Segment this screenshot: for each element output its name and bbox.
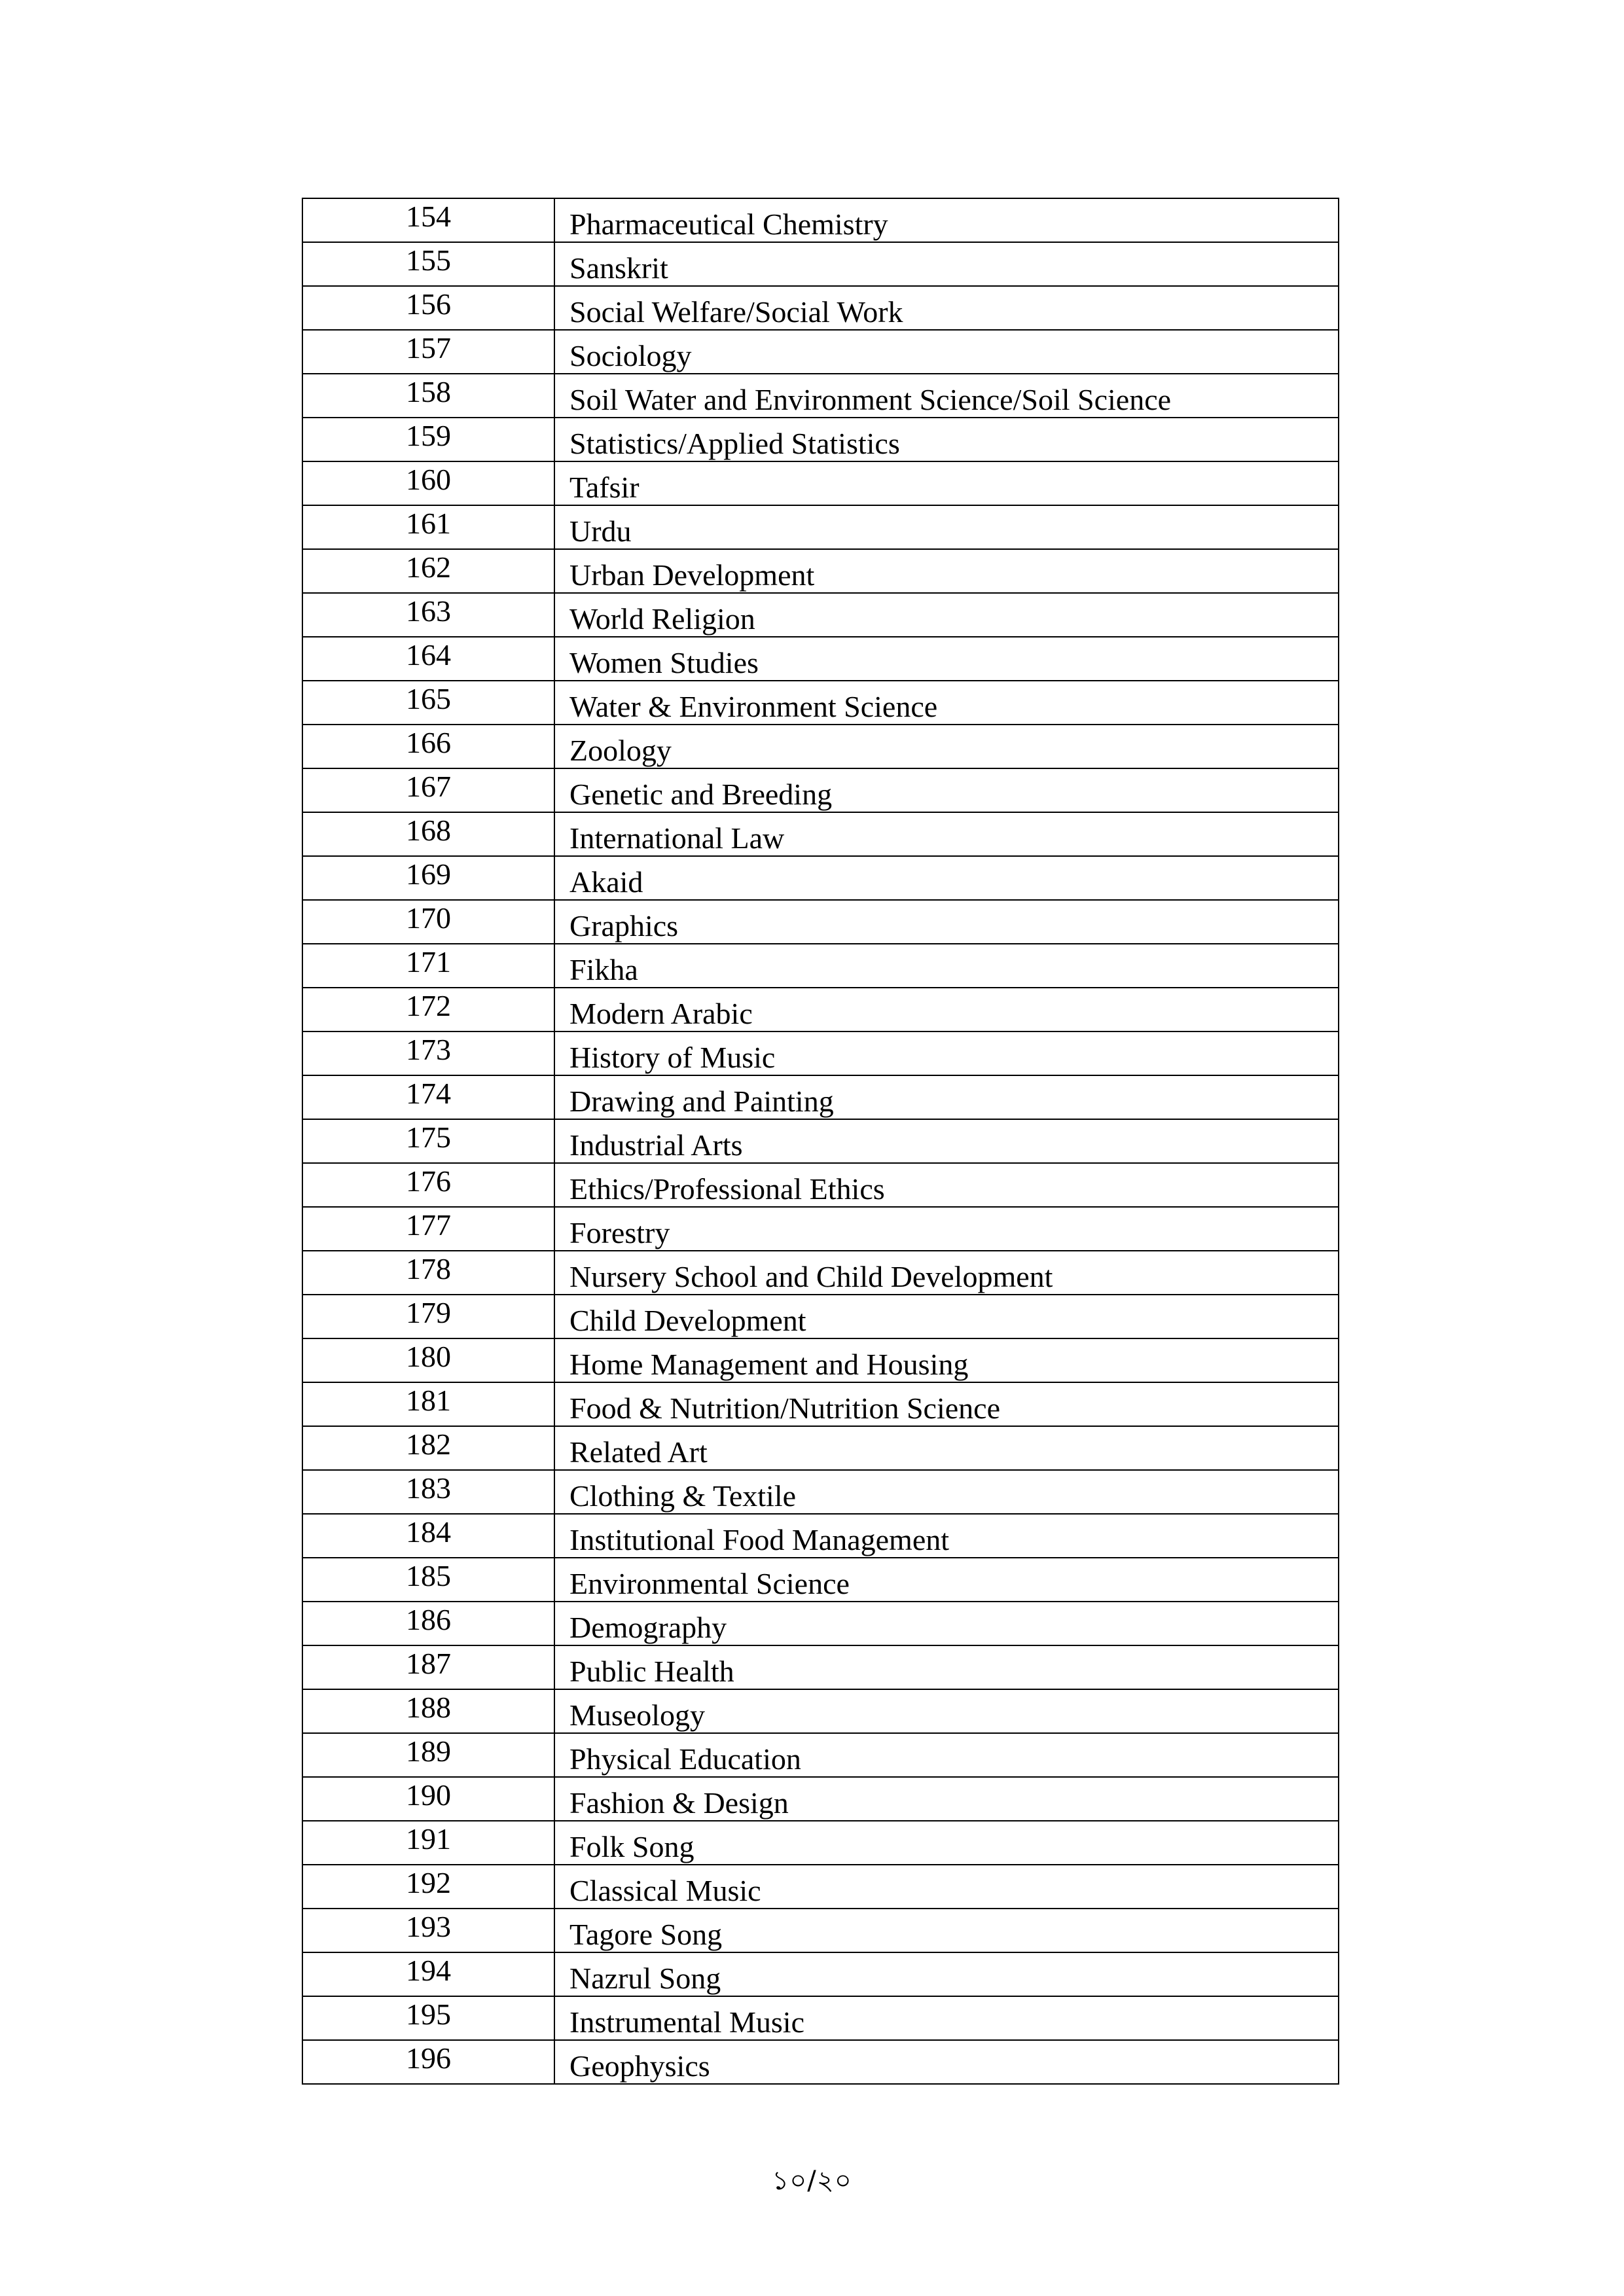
- subject-name-cell: Forestry: [554, 1207, 1339, 1251]
- subject-code-cell: 157: [302, 330, 554, 374]
- subject-name-cell: Folk Song: [554, 1821, 1339, 1865]
- table-row: [302, 1645, 1339, 1689]
- subject-code-cell: 171: [302, 944, 554, 988]
- subject-name-cell: Tafsir: [554, 461, 1339, 505]
- table-body: [302, 198, 1339, 2084]
- subject-code-cell: 192: [302, 1865, 554, 1909]
- subject-code-cell: 185: [302, 1558, 554, 1602]
- subject-name-cell: Graphics: [554, 900, 1339, 944]
- subject-name-cell: Water & Environment Science: [554, 681, 1339, 725]
- subject-code-cell: 177: [302, 1207, 554, 1251]
- table-row: [302, 1207, 1339, 1251]
- subject-name-cell: Museology: [554, 1689, 1339, 1733]
- table-row: [302, 1251, 1339, 1295]
- subject-code-cell: 161: [302, 505, 554, 549]
- table-row: [302, 1952, 1339, 1996]
- table-row: [302, 900, 1339, 944]
- subject-name-cell: Geophysics: [554, 2040, 1339, 2084]
- subject-code-cell: 182: [302, 1426, 554, 1470]
- subject-name-cell: Akaid: [554, 856, 1339, 900]
- table-row: [302, 944, 1339, 988]
- subject-name-cell: Urdu: [554, 505, 1339, 549]
- subject-name-cell: Drawing and Painting: [554, 1075, 1339, 1119]
- table-row: [302, 374, 1339, 418]
- subject-code-cell: 184: [302, 1514, 554, 1558]
- subject-code-cell: 155: [302, 242, 554, 286]
- table-row: [302, 198, 1339, 242]
- subject-code-cell: 188: [302, 1689, 554, 1733]
- subject-code-cell: 187: [302, 1645, 554, 1689]
- table-row: [302, 1295, 1339, 1338]
- subject-name-cell: Demography: [554, 1602, 1339, 1645]
- table-row: [302, 2040, 1339, 2084]
- subject-name-cell: Tagore Song: [554, 1909, 1339, 1952]
- subject-name-cell: Classical Music: [554, 1865, 1339, 1909]
- subject-code-cell: 180: [302, 1338, 554, 1382]
- table-row: [302, 812, 1339, 856]
- table-row: [302, 593, 1339, 637]
- subject-name-cell: History of Music: [554, 1031, 1339, 1075]
- table-row: [302, 1338, 1339, 1382]
- table-row: [302, 418, 1339, 461]
- table-row: [302, 725, 1339, 768]
- subject-code-cell: 160: [302, 461, 554, 505]
- subject-code-cell: 173: [302, 1031, 554, 1075]
- subject-code-cell: 169: [302, 856, 554, 900]
- subject-name-cell: International Law: [554, 812, 1339, 856]
- subject-code-cell: 193: [302, 1909, 554, 1952]
- table-row: [302, 1733, 1339, 1777]
- table-row: [302, 505, 1339, 549]
- table-row: [302, 549, 1339, 593]
- table-row: [302, 461, 1339, 505]
- table-row: [302, 1075, 1339, 1119]
- subject-name-cell: Zoology: [554, 725, 1339, 768]
- table-row: [302, 242, 1339, 286]
- table-row: [302, 330, 1339, 374]
- table-row: [302, 1909, 1339, 1952]
- subject-code-cell: 159: [302, 418, 554, 461]
- table-row: [302, 1689, 1339, 1733]
- subject-name-cell: Modern Arabic: [554, 988, 1339, 1031]
- subject-name-cell: Environmental Science: [554, 1558, 1339, 1602]
- subject-code-cell: 168: [302, 812, 554, 856]
- subject-code-cell: 154: [302, 198, 554, 242]
- subject-name-cell: Women Studies: [554, 637, 1339, 681]
- subject-code-cell: 178: [302, 1251, 554, 1295]
- subject-name-cell: Sociology: [554, 330, 1339, 374]
- subject-code-table: [302, 198, 1339, 2085]
- subject-code-cell: 196: [302, 2040, 554, 2084]
- subject-code-cell: 181: [302, 1382, 554, 1426]
- subject-name-cell: Fikha: [554, 944, 1339, 988]
- subject-name-cell: Pharmaceutical Chemistry: [554, 198, 1339, 242]
- subject-code-cell: 166: [302, 725, 554, 768]
- subject-name-cell: Child Development: [554, 1295, 1339, 1338]
- subject-name-cell: Fashion & Design: [554, 1777, 1339, 1821]
- table-row: [302, 1821, 1339, 1865]
- subject-name-cell: Physical Education: [554, 1733, 1339, 1777]
- subject-name-cell: Related Art: [554, 1426, 1339, 1470]
- subject-name-cell: Institutional Food Management: [554, 1514, 1339, 1558]
- subject-code-cell: 189: [302, 1733, 554, 1777]
- subject-name-cell: Instrumental Music: [554, 1996, 1339, 2040]
- subject-name-cell: Nursery School and Child Development: [554, 1251, 1339, 1295]
- table-row: [302, 286, 1339, 330]
- table-row: [302, 1119, 1339, 1163]
- subject-code-cell: 183: [302, 1470, 554, 1514]
- page-number: ১০/২০: [772, 2166, 852, 2196]
- subject-code-cell: 175: [302, 1119, 554, 1163]
- subject-code-cell: 158: [302, 374, 554, 418]
- subject-code-cell: 163: [302, 593, 554, 637]
- table-row: [302, 1382, 1339, 1426]
- table-row: [302, 768, 1339, 812]
- subject-code-cell: 164: [302, 637, 554, 681]
- subject-name-cell: Food & Nutrition/Nutrition Science: [554, 1382, 1339, 1426]
- subject-name-cell: Public Health: [554, 1645, 1339, 1689]
- subject-name-cell: Sanskrit: [554, 242, 1339, 286]
- subject-name-cell: Clothing & Textile: [554, 1470, 1339, 1514]
- subject-code-cell: 170: [302, 900, 554, 944]
- table-row: [302, 1163, 1339, 1207]
- subject-code-cell: 172: [302, 988, 554, 1031]
- subject-name-cell: Home Management and Housing: [554, 1338, 1339, 1382]
- subject-name-cell: World Religion: [554, 593, 1339, 637]
- subject-code-cell: 190: [302, 1777, 554, 1821]
- subject-code-cell: 186: [302, 1602, 554, 1645]
- table-row: [302, 1514, 1339, 1558]
- table-row: [302, 637, 1339, 681]
- table-row: [302, 1558, 1339, 1602]
- subject-code-cell: 176: [302, 1163, 554, 1207]
- table-row: [302, 1470, 1339, 1514]
- subject-name-cell: Nazrul Song: [554, 1952, 1339, 1996]
- subject-name-cell: Statistics/Applied Statistics: [554, 418, 1339, 461]
- subject-code-cell: 167: [302, 768, 554, 812]
- subject-name-cell: Genetic and Breeding: [554, 768, 1339, 812]
- table-row: [302, 681, 1339, 725]
- table-row: [302, 988, 1339, 1031]
- subject-name-cell: Social Welfare/Social Work: [554, 286, 1339, 330]
- subject-code-cell: 156: [302, 286, 554, 330]
- subject-code-cell: 195: [302, 1996, 554, 2040]
- subject-code-cell: 194: [302, 1952, 554, 1996]
- subject-code-cell: 165: [302, 681, 554, 725]
- subject-code-cell: 191: [302, 1821, 554, 1865]
- subject-name-cell: Ethics/Professional Ethics: [554, 1163, 1339, 1207]
- table-row: [302, 1426, 1339, 1470]
- subject-code-cell: 162: [302, 549, 554, 593]
- table-row: [302, 1996, 1339, 2040]
- table-row: [302, 1602, 1339, 1645]
- subject-name-cell: Urban Development: [554, 549, 1339, 593]
- subject-name-cell: Industrial Arts: [554, 1119, 1339, 1163]
- subject-name-cell: Soil Water and Environment Science/Soil Science: [554, 374, 1339, 418]
- table-row: [302, 1865, 1339, 1909]
- subject-code-cell: 179: [302, 1295, 554, 1338]
- table-row: [302, 856, 1339, 900]
- table-row: [302, 1777, 1339, 1821]
- table-row: [302, 1031, 1339, 1075]
- subject-code-cell: 174: [302, 1075, 554, 1119]
